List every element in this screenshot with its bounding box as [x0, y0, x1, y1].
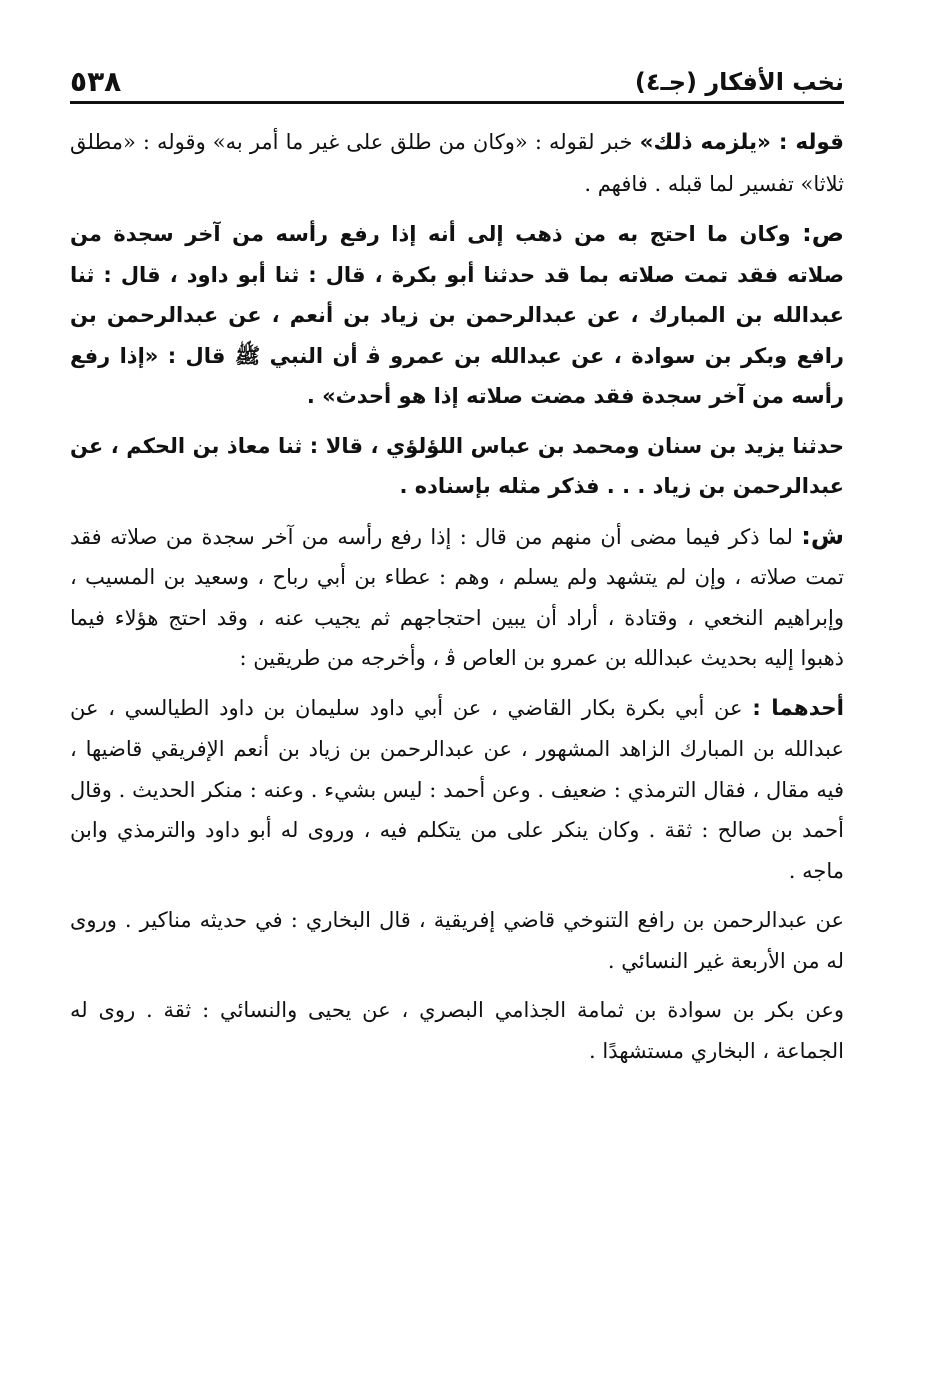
page-header [70, 52, 844, 102]
paragraph-narrator-2 [70, 990, 844, 1071]
paragraph-lead: قوله : «يلزمه ذلك» [639, 130, 844, 155]
paragraph-text: وكان ما احتج به من ذهب إلى أنه إذا رفع رأسه من آخر سجدة من صلاته فقد تمت صلاته بما قد حدثنا أبو بكرة ، قال : ثنا أبو داود ، قال : ثنا عبدالله بن المبارك ، عن عبدالرحمن بن زياد بن أنعم ، عن عبدالرحمن بن رافع وبكر بن سوادة ، عن عبدالله بن عمرو ﭬ أن النبي ﷺ قال : «إذا رفع رأسه من آخر سجدة فقد مضت صلاته إذا هو أحدث» . [70, 222, 844, 408]
paragraph-lead: ص: [802, 219, 844, 247]
paragraph-narrator-1 [70, 900, 844, 981]
paragraph-lead: ش: [801, 521, 844, 550]
paragraph-gloss [70, 122, 844, 204]
paragraph-text-matn [70, 213, 844, 417]
page-number: ٥٣٨ [70, 65, 122, 98]
header-rule [70, 101, 844, 104]
paragraph-lead: أحدهما : [752, 695, 844, 721]
paragraph-text: عن أبي بكرة بكار القاضي ، عن أبي داود سليمان بن داود الطيالسي ، عن عبدالله بن المبارك الزاهد المشهور ، عن عبدالرحمن بن زياد بن أنعم الإفريقي قاضيها ، فيه مقال ، فقال الترمذي : ضعيف . وعن أحمد : ليس بشيء . وعنه : منكر الحديث . وقال أحمد بن صالح : ثقة . وكان ينكر على من يتكلم فيه ، وروى له أبو داود والترمذي وابن ماجه . [70, 695, 844, 883]
paragraph-text: عن عبدالرحمن بن رافع التنوخي قاضي إفريقية ، قال البخاري : في حديثه مناكير . وروى له من الأربعة غير النسائي . [70, 908, 844, 973]
paragraph-text: خبر لقوله : «وكان من طلق على غير ما أمر به» وقوله : «مطلق ثلاثا» تفسير لما قبله . فافهم . [70, 130, 844, 196]
book-title: نخب الأفكار (جـ٤) [634, 68, 844, 96]
paragraph-first-route [70, 688, 844, 892]
page-body [70, 122, 844, 1071]
paragraph-text: وعن بكر بن سوادة بن ثمامة الجذامي البصري ، عن يحيى والنسائي : ثقة . روى له الجماعة ، البخاري مستشهدًا . [70, 998, 844, 1063]
paragraph-text: حدثنا يزيد بن سنان ومحمد بن عباس اللؤلؤي ، قالا : ثنا معاذ بن الحكم ، عن عبدالرحمن بن زياد . . . فذكر مثله بإسناده . [70, 433, 844, 498]
paragraph-text: لما ذكر فيما مضى أن منهم من قال : إذا رفع رأسه من آخر سجدة من صلاته فقد تمت صلاته ، وإن لم يتشهد ولم يسلم ، وهم : عطاء بن أبي رباح ، وسعيد بن المسيب ، وإبراهيم النخعي ، وقتادة ، أراد أن يبين احتجاجهم ثم يجيب عنه ، وقد احتج هؤلاء فيما ذهبوا إليه بحديث عبدالله بن عمرو بن العاص ﭬ ، وأخرجه من طريقين : [70, 524, 844, 670]
paragraph-commentary [70, 516, 844, 679]
paragraph-text-matn-2 [70, 426, 844, 507]
